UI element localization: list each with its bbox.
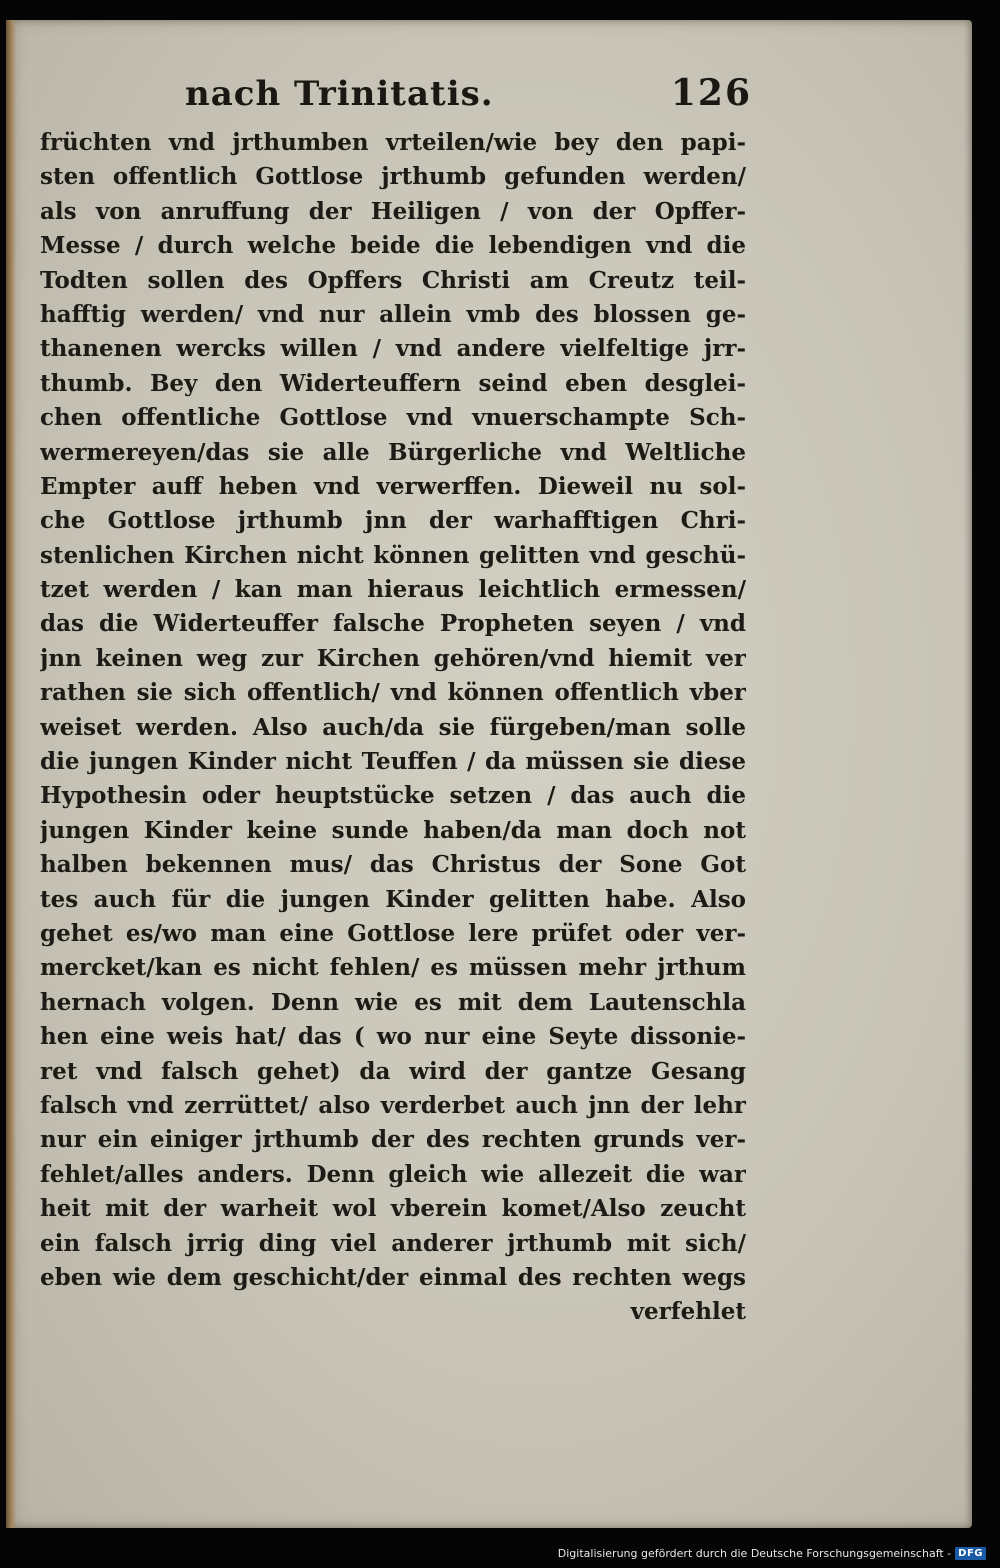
text-line: hen eine weis hat/ das ( wo nur eine Seyte dissonie- <box>40 1023 746 1051</box>
text-line: tes auch für die jungen Kinder gelitten habe. Also <box>40 885 746 913</box>
dfg-logo: DFG <box>955 1547 986 1560</box>
text-line: gehet es/wo man eine Gottlose lere prüfet oder ver- <box>40 919 746 947</box>
text-line: weiset werden. Also auch/da sie fürgeben/man solle <box>40 713 746 741</box>
text-line: jungen Kinder keine sunde haben/da man doch not <box>40 816 746 844</box>
text-line: als von anruffung der Heiligen / von der Opffer- <box>40 197 746 225</box>
text-line: die jungen Kinder nicht Teuffen / da müssen sie diese <box>40 748 746 776</box>
text-line: thanenen wercks willen / vnd andere vielfeltige jrr- <box>40 335 746 363</box>
page-number: 126 <box>670 72 752 114</box>
text-line: halben bekennen mus/ das Christus der Sone Got <box>40 851 746 879</box>
text-line: ein falsch jrrig ding viel anderer jrthumb mit sich/ <box>40 1229 746 1257</box>
page-binding-edge <box>6 20 16 1528</box>
text-line: che Gottlose jrthumb jnn der warhafftigen Chri- <box>40 507 746 535</box>
text-line: falsch vnd zerrüttet/ also verderbet auch jnn der lehr <box>40 1091 746 1119</box>
text-line: hernach volgen. Denn wie es mit dem Lautenschla <box>40 988 746 1016</box>
text-line: chen offentliche Gottlose vnd vnuerschampte Sch- <box>40 404 746 432</box>
text-line: das die Widerteuffer falsche Propheten seyen / vnd <box>40 610 746 638</box>
text-line: früchten vnd jrthumben vrteilen/wie bey den papi- <box>40 129 746 156</box>
text-line: nur ein einiger jrthumb der des rechten grunds ver- <box>40 1126 746 1154</box>
text-line: verfehlet <box>630 1298 746 1326</box>
text-line: sten offentlich Gottlose jrthumb gefunden werden/ <box>40 163 746 191</box>
text-line: stenlichen Kirchen nicht können gelitten vnd geschü- <box>40 541 746 569</box>
text-line: ret vnd falsch gehet) da wird der gantze Gesang <box>40 1057 746 1085</box>
text-line: eben wie dem geschicht/der einmal des rechten wegs <box>40 1263 746 1291</box>
credit-text: Digitalisierung gefördert durch die Deutsche Forschungsgemeinschaft - <box>557 1546 952 1560</box>
body-text <box>40 126 746 1330</box>
text-line: fehlet/alles anders. Denn gleich wie allezeit die war <box>40 1160 746 1188</box>
text-line: heit mit der warheit wol vberein komet/Also zeucht <box>40 1195 746 1223</box>
text-line: hafftig werden/ vnd nur allein vmb des blossen ge- <box>40 300 746 328</box>
text-line: mercket/kan es nicht fehlen/ es müssen mehr jrthum <box>40 954 746 982</box>
text-line: Hypothesin oder heuptstücke setzen / das auch die <box>40 782 746 810</box>
text-line: wermereyen/das sie alle Bürgerliche vnd Weltliche <box>40 438 746 466</box>
running-head: nach Trinitatis. <box>185 74 494 114</box>
text-line: Messe / durch welche beide die lebendigen vnd die <box>40 232 746 260</box>
text-line: rathen sie sich offentlich/ vnd können offentlich vber <box>40 679 746 707</box>
digitization-credit <box>558 1542 986 1564</box>
text-line: jnn keinen weg zur Kirchen gehören/vnd hiemit ver <box>40 644 746 672</box>
text-line: Todten sollen des Opffers Christi am Creutz teil- <box>40 266 746 294</box>
text-line: tzet werden / kan man hieraus leichtlich ermessen/ <box>40 576 746 604</box>
text-line: thumb. Bey den Widerteuffern seind eben desglei- <box>40 369 746 397</box>
text-line: Empter auff heben vnd verwerffen. Dieweil nu sol- <box>40 472 746 500</box>
page-header <box>40 66 760 126</box>
